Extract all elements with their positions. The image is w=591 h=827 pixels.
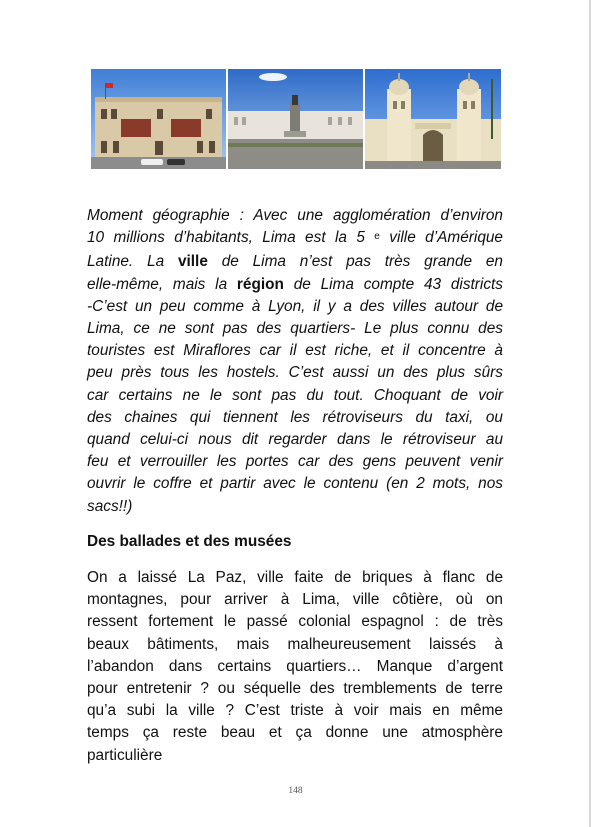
section-heading: Des ballades et des musées bbox=[87, 533, 292, 550]
text-line: Lima, ce ne sont pas des quartiers- Le plus connu des bbox=[87, 320, 503, 338]
text-line: qu’a subi la ville ? C’est triste à voir mais en même bbox=[87, 702, 503, 720]
photo-strip bbox=[91, 69, 499, 169]
page-number: 148 bbox=[288, 786, 303, 796]
bold-word-ville: ville bbox=[177, 253, 208, 271]
text-line: particulière bbox=[87, 746, 163, 764]
intro-paragraph bbox=[87, 205, 503, 518]
bold-word-region: région bbox=[236, 275, 284, 293]
text-line: sacs!!) bbox=[87, 497, 133, 515]
text-line: temps ça reste beau et ça donne une atmosphère bbox=[87, 724, 503, 742]
photo-government-palace bbox=[91, 69, 226, 169]
text-line: On a laissé La Paz, ville faite de briques à flanc de bbox=[87, 569, 503, 586]
text-line: peu près tous les hostels. C’est aussi un des plus sûrs bbox=[87, 364, 503, 382]
text-line: elle-même, mais la région de Lima compte 43 districts bbox=[87, 275, 504, 293]
text-line: car certains ne le sont pas du tout. Choquant de voir bbox=[87, 386, 503, 404]
superscript: e bbox=[374, 231, 380, 243]
text-line: touristes est Miraflores car il est riche, et il concentre à bbox=[87, 342, 503, 360]
text-line: des chaines qui tiennent les rétroviseurs du taxi, ou bbox=[87, 408, 503, 426]
text-line: 10 millions d’habitants, Lima est la 5 $^e$ ville d’Amérique bbox=[87, 229, 503, 247]
text-line: Moment géographie : Avec une agglomération d’environ bbox=[87, 207, 503, 224]
text-line: ressent fortement le passé colonial espagnol : de très bbox=[87, 613, 503, 631]
text-line: montagnes, pour arriver à Lima, ville côtière, où on bbox=[87, 591, 503, 609]
text-line: -C’est un peu comme à Lyon, il y a des villes autour de bbox=[87, 297, 503, 315]
text-line: l’abandon dans certains quartiers… Manque d’argent bbox=[87, 657, 503, 675]
text-line: Latine. La ville de Lima n’est pas très grande en bbox=[87, 253, 503, 271]
text-line: pour entretenir ? ou séquelle des tremblements de terre bbox=[87, 680, 503, 698]
text-line: quand celui-ci nous dit regarder dans le rétroviseur au bbox=[87, 431, 503, 449]
body-paragraph bbox=[87, 567, 503, 767]
text-line: beaux bâtiments, mais malheureusement laissés à bbox=[87, 635, 503, 653]
text-line: feu et verrouiller les portes car des gens peuvent venir bbox=[87, 453, 503, 471]
photo-cathedral bbox=[365, 69, 501, 169]
text-line: ouvrir le coffre et partir avec le contenu (en 2 mots, nos bbox=[87, 475, 503, 493]
photo-plaza bbox=[228, 69, 363, 169]
